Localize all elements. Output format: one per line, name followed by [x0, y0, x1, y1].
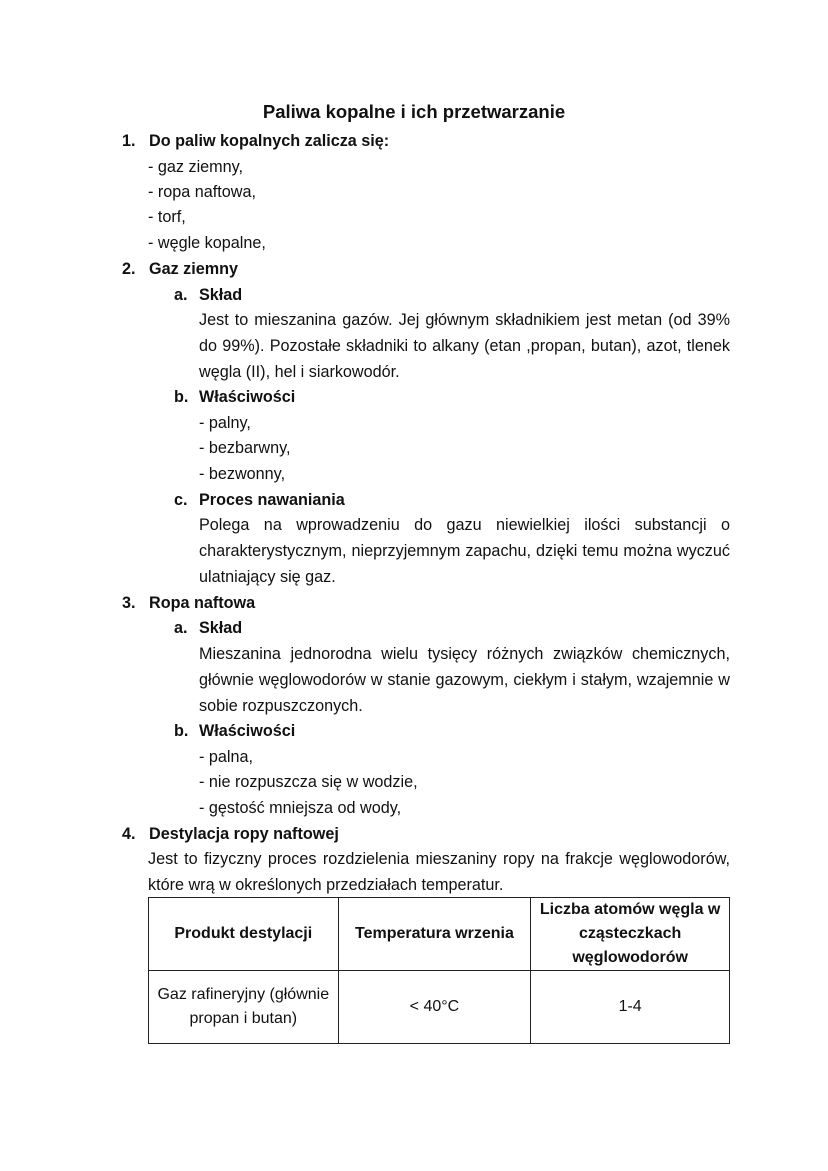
list-item: - gaz ziemny, [148, 158, 244, 176]
distillation-table [148, 897, 730, 1044]
table-header-product: Produkt destylacji [149, 898, 339, 971]
subsection-2a-letter: a. [174, 286, 188, 304]
list-item: - ropa naftowa, [148, 183, 256, 201]
section-3-heading: Ropa naftowa [149, 594, 256, 612]
list-item: - palna, [199, 748, 253, 766]
list-item: - węgle kopalne, [148, 234, 266, 252]
table-header-row [149, 898, 730, 971]
subsection-2a-heading: Skład [199, 286, 243, 304]
section-2-heading: Gaz ziemny [149, 260, 239, 278]
section-4-number: 4. [122, 825, 136, 843]
subsection-2a-text: Jest to mieszanina gazów. Jej głównym składnikiem jest metan (od 39% do 99%). Pozostałe składniki to alkany (etan ,propan, butan), azot, tlenek węgla (II), hel i siarkowodór. [199, 311, 730, 381]
list-item: - nie rozpuszcza się w wodzie, [199, 773, 418, 791]
table-cell-product: Gaz rafineryjny (głównie propan i butan) [149, 971, 339, 1044]
subsection-2b-letter: b. [174, 388, 189, 406]
list-item: - torf, [148, 208, 186, 226]
table-header-boiling-temp: Temperatura wrzenia [338, 898, 531, 971]
list-item: - gęstość mniejsza od wody, [199, 799, 402, 817]
table-cell-boiling-temp: < 40°C [338, 971, 531, 1044]
subsection-2c-heading: Proces nawaniania [199, 491, 345, 509]
subsection-2c-text: Polega na wprowadzeniu do gazu niewielkiej ilości substancji o charakterystycznym, nieprzyjemnym zapachu, dzięki temu można wyczuć ulatniający się gaz. [199, 516, 730, 586]
table-row [149, 971, 730, 1044]
list-item: - bezbarwny, [199, 439, 291, 457]
subsection-3a-text: Mieszanina jednorodna wielu tysięcy różnych związków chemicznych, głównie węglowodorów w stanie gazowym, ciekłym i stałym, wzajemnie w sobie rozpuszczonych. [199, 645, 730, 715]
section-1-heading: Do paliw kopalnych zalicza się: [149, 132, 390, 150]
subsection-2b-heading: Właściwości [199, 388, 296, 406]
page-title: Paliwa kopalne i ich przetwarzanie [262, 101, 566, 122]
subsection-3a-heading: Skład [199, 619, 243, 637]
section-4-text: Jest to fizyczny proces rozdzielenia mieszaniny ropy na frakcje węglowodorów, które wrą w określonych przedziałach temperatur. [148, 850, 730, 894]
section-3-number: 3. [122, 594, 136, 612]
subsection-3b-heading: Właściwości [199, 722, 296, 740]
subsection-2c-letter: c. [174, 491, 188, 509]
subsection-3b-letter: b. [174, 722, 189, 740]
section-1-number: 1. [122, 132, 136, 150]
section-2-number: 2. [122, 260, 136, 278]
table-cell-carbon-atoms: 1-4 [531, 971, 730, 1044]
table-header-carbon-atoms: Liczba atomów węgla w cząsteczkach węglowodorów [531, 898, 730, 971]
section-4-heading: Destylacja ropy naftowej [149, 825, 339, 843]
list-item: - bezwonny, [199, 465, 286, 483]
list-item: - palny, [199, 414, 251, 432]
subsection-3a-letter: a. [174, 619, 188, 637]
